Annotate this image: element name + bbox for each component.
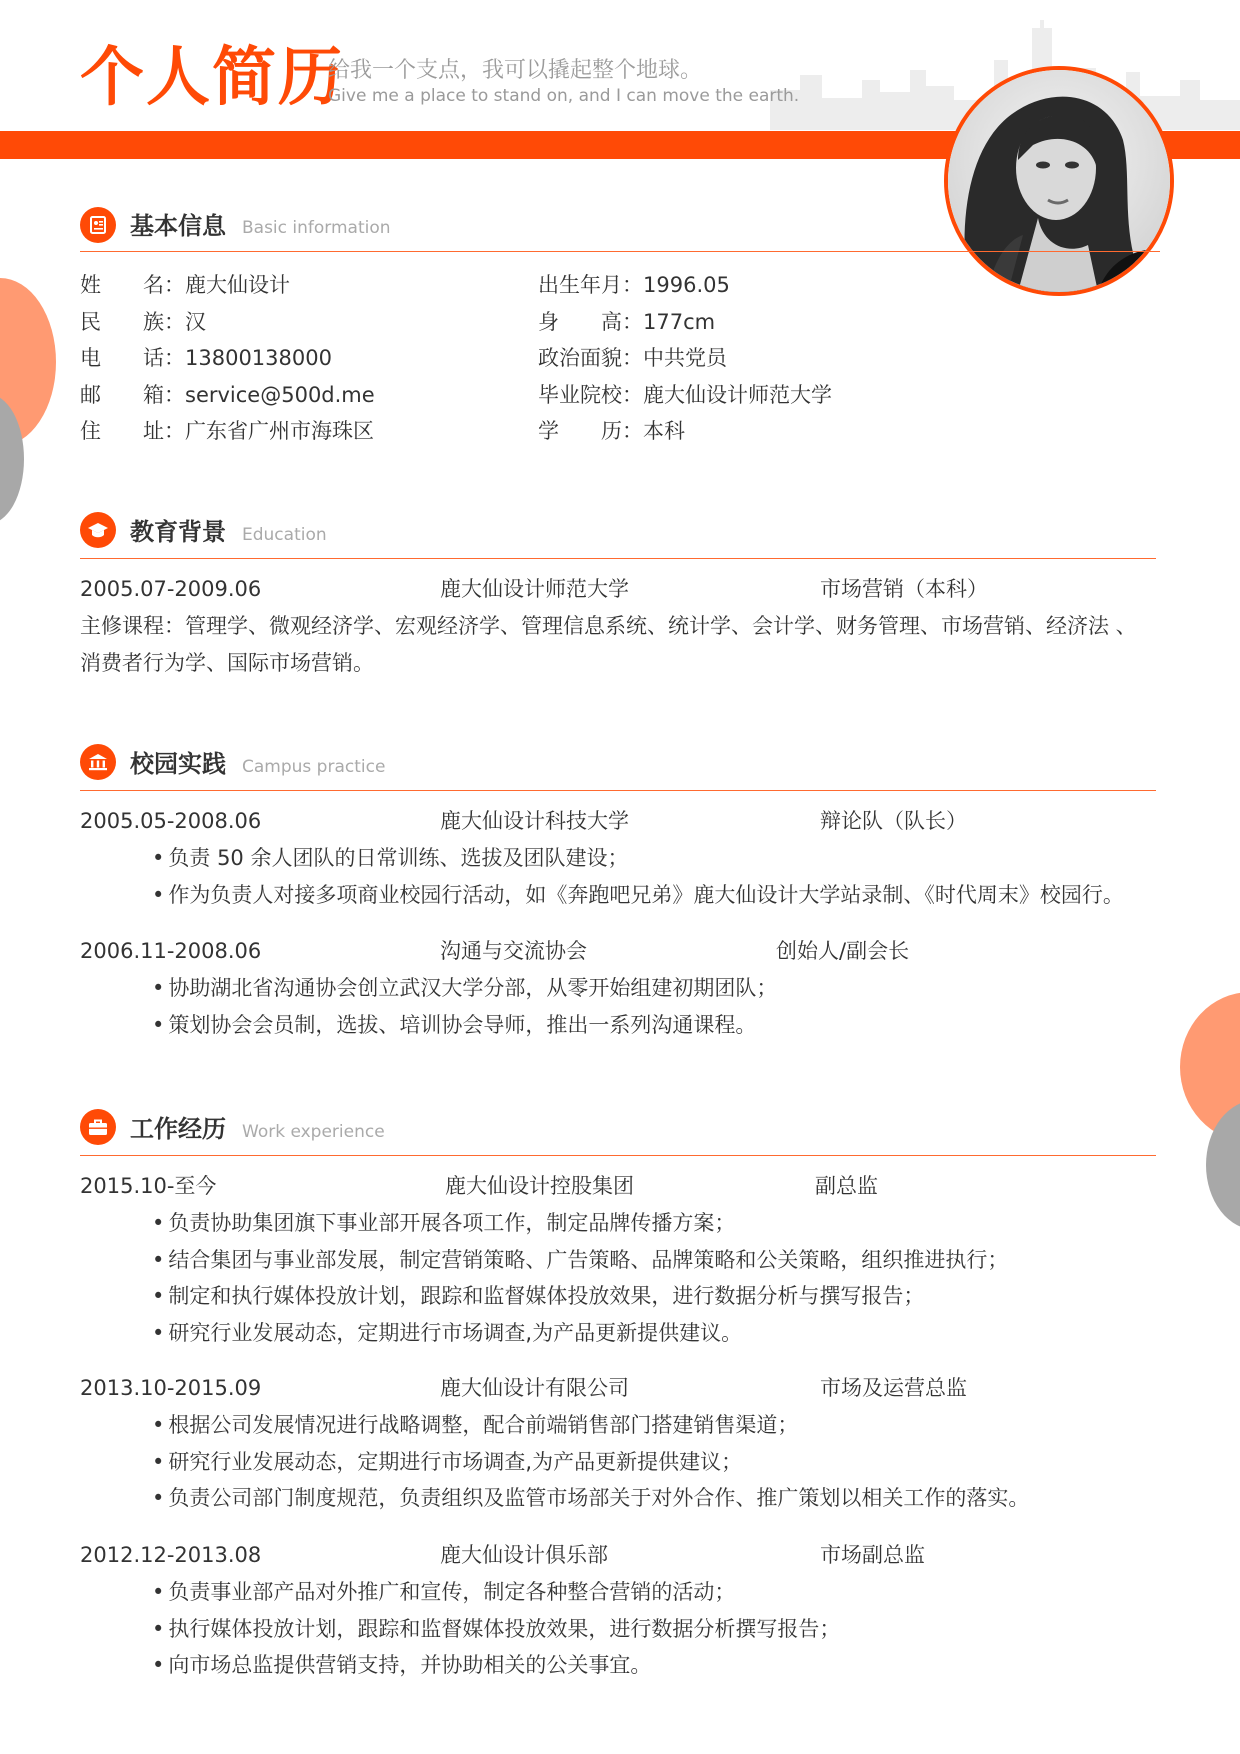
basic-info-icon bbox=[80, 207, 116, 243]
section-divider bbox=[80, 790, 1156, 791]
info-value: 鹿大仙设计师范大学 bbox=[643, 382, 832, 407]
education-subtitle: Education bbox=[242, 525, 327, 545]
portrait-image bbox=[948, 70, 1170, 292]
info-value: 中共党员 bbox=[643, 346, 727, 370]
info-row bbox=[538, 309, 716, 334]
entry-organization: 鹿大仙设计师范大学 bbox=[440, 577, 629, 601]
basic-info-subtitle: Basic information bbox=[242, 218, 391, 238]
info-label: 住 址： bbox=[80, 419, 185, 443]
entry-bullet: • 负责公司部门制度规范，负责组织及监管市场部关于对外合作、推广策划以相关工作的落实。 bbox=[152, 1488, 1029, 1509]
info-row bbox=[80, 348, 332, 369]
slogan-english: Give me a place to stand on, and I can move the earth. bbox=[328, 86, 800, 106]
section-divider bbox=[80, 1155, 1156, 1156]
entry-date: 2006.11-2008.06 bbox=[80, 939, 262, 963]
entry-date: 2015.10-至今 bbox=[80, 1174, 217, 1198]
entry-organization: 鹿大仙设计科技大学 bbox=[440, 809, 629, 833]
entry-bullet: • 执行媒体投放计划，跟踪和监督媒体投放效果，进行数据分析撰写报告； bbox=[152, 1619, 840, 1640]
entry-role: 副总监 bbox=[815, 1174, 878, 1198]
entry-description-line: 消费者行为学、国际市场营销。 bbox=[80, 650, 374, 675]
info-row bbox=[538, 275, 730, 296]
info-row bbox=[80, 382, 375, 407]
info-value: service@500d.me bbox=[185, 382, 375, 407]
work-title: 工作经历 bbox=[130, 1115, 226, 1143]
entry-date: 2005.05-2008.06 bbox=[80, 809, 262, 833]
campus-icon bbox=[80, 744, 116, 780]
entry-bullet: • 研究行业发展动态，定期进行市场调查,为产品更新提供建议； bbox=[152, 1452, 742, 1473]
section-divider bbox=[80, 251, 1160, 252]
info-row bbox=[80, 421, 374, 442]
info-label: 政治面貌： bbox=[538, 346, 643, 370]
basic-info-title: 基本信息 bbox=[130, 212, 226, 240]
info-value: 鹿大仙设计 bbox=[185, 273, 290, 297]
info-label: 姓 名： bbox=[80, 273, 185, 297]
info-label: 电 话： bbox=[80, 346, 185, 370]
entry-role: 市场及运营总监 bbox=[820, 1376, 967, 1400]
section-divider bbox=[80, 558, 1156, 559]
entry-organization: 鹿大仙设计有限公司 bbox=[440, 1376, 629, 1400]
info-label: 毕业院校： bbox=[538, 382, 643, 407]
info-value: 1996.05 bbox=[643, 273, 730, 297]
entry-organization: 鹿大仙设计俱乐部 bbox=[440, 1543, 608, 1567]
info-row bbox=[538, 421, 685, 442]
info-row bbox=[538, 382, 832, 407]
page-title: 个人简历 bbox=[80, 41, 344, 115]
entry-bullet: • 负责事业部产品对外推广和宣传，制定各种整合营销的活动； bbox=[152, 1582, 735, 1603]
briefcase-icon bbox=[87, 1117, 109, 1137]
profile-photo bbox=[944, 66, 1174, 296]
education-title: 教育背景 bbox=[130, 518, 226, 546]
info-label: 身 高： bbox=[538, 309, 643, 334]
entry-description-line: 主修课程：管理学、微观经济学、宏观经济学、管理信息系统、统计学、会计学、财务管理、市场营销、经济法 、 bbox=[80, 614, 1137, 638]
slogan-chinese: 给我一个支点，我可以撬起整个地球。 bbox=[328, 58, 703, 83]
institution-icon bbox=[87, 752, 109, 772]
work-subtitle: Work experience bbox=[242, 1122, 385, 1142]
entry-bullet: • 制定和执行媒体投放计划，跟踪和监督媒体投放效果，进行数据分析与撰写报告； bbox=[152, 1286, 924, 1307]
entry-bullet: • 根据公司发展情况进行战略调整，配合前端销售部门搭建销售渠道； bbox=[152, 1415, 798, 1436]
info-label: 出生年月： bbox=[538, 273, 643, 297]
entry-role: 创始人/副会长 bbox=[776, 939, 910, 963]
entry-bullet: • 负责协助集团旗下事业部开展各项工作，制定品牌传播方案； bbox=[152, 1213, 735, 1234]
entry-bullet: • 研究行业发展动态，定期进行市场调查,为产品更新提供建议。 bbox=[152, 1323, 742, 1344]
info-value: 13800138000 bbox=[185, 346, 332, 370]
info-label: 学 历： bbox=[538, 419, 643, 443]
education-icon bbox=[80, 512, 116, 548]
entry-role: 市场营销（本科） bbox=[820, 577, 988, 601]
info-label: 邮 箱： bbox=[80, 382, 185, 407]
info-value: 177cm bbox=[643, 309, 716, 334]
entry-bullet: • 向市场总监提供营销支持，并协助相关的公关事宜。 bbox=[152, 1655, 651, 1676]
entry-date: 2005.07-2009.06 bbox=[80, 577, 262, 601]
entry-bullet: • 负责 50 余人团队的日常训练、选拔及团队建设； bbox=[152, 848, 628, 869]
campus-subtitle: Campus practice bbox=[242, 757, 386, 777]
entry-role: 市场副总监 bbox=[820, 1543, 925, 1567]
work-icon bbox=[80, 1109, 116, 1145]
campus-title: 校园实践 bbox=[130, 750, 226, 778]
entry-bullet: • 结合集团与事业部发展，制定营销策略、广告策略、品牌策略和公关策略，组织推进执行； bbox=[152, 1250, 1008, 1271]
entry-organization: 鹿大仙设计控股集团 bbox=[445, 1174, 634, 1198]
info-value: 汉 bbox=[185, 309, 206, 334]
entry-bullet: • 协助湖北省沟通协会创立武汉大学分部，从零开始组建初期团队； bbox=[152, 978, 777, 999]
entry-date: 2013.10-2015.09 bbox=[80, 1376, 262, 1400]
info-row bbox=[80, 275, 290, 296]
id-card-icon bbox=[88, 215, 108, 235]
graduation-cap-icon bbox=[87, 520, 109, 540]
entry-bullet: • 策划协会会员制，选拔、培训协会导师，推出一系列沟通课程。 bbox=[152, 1015, 756, 1036]
entry-organization: 沟通与交流协会 bbox=[440, 939, 587, 963]
info-value: 广东省广州市海珠区 bbox=[185, 419, 374, 443]
info-row bbox=[80, 309, 206, 334]
entry-date: 2012.12-2013.08 bbox=[80, 1543, 262, 1567]
entry-bullet: • 作为负责人对接多项商业校园行活动，如《奔跑吧兄弟》鹿大仙设计大学站录制、《时代周末》校园行。 bbox=[152, 885, 1124, 906]
entry-role: 辩论队（队长） bbox=[820, 809, 967, 833]
info-value: 本科 bbox=[643, 419, 685, 443]
info-row bbox=[538, 348, 727, 369]
info-label: 民 族： bbox=[80, 309, 185, 334]
